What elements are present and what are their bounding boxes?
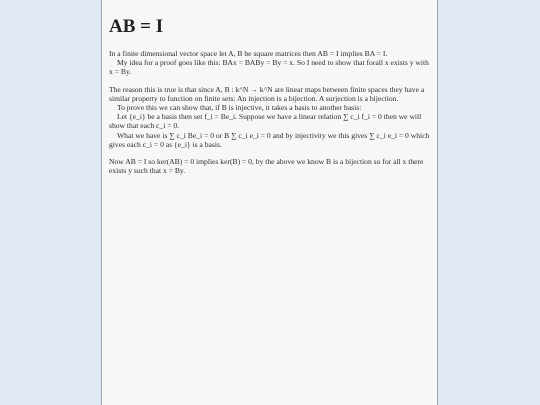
paragraph-5: Let {e_i} be a basis then set f_i = Be_i. Suppose we have a linear relation ∑ c_i f_i = 0 then we will show that each c_i = 0. [109,112,422,131]
paragraph-7: Now AB = I so ker(AB) = 0 implies ker(B) = 0, by the above we know B is a bijection so for all x there exists y such that x = By. [109,157,424,176]
paragraph-2: My idea for a proof goes like this: BAx = BABy = By = x. So I need to show that forall x exists y with x = By. [109,58,429,77]
paragraph-1: In a finite dimensional vector space let A, B be square matrices then AB = I implies BA = I. [109,49,388,58]
paragraph-6: What we have is ∑ c_i Be_i = 0 or B ∑ c_i e_i = 0 and by injectivity we this gives ∑ c_i e_i = 0 which gives each c_i = 0 as {e_i} is a basis. [109,130,430,149]
document-content [109,16,434,175]
paragraph-gap [109,149,434,157]
paragraph-3: The reason this is true is that since A, B : k^N → k^N are linear maps between finite spaces they have a similar property to function on finite sets: An injection is a bijection. A surjection is a bijection. [109,84,425,103]
page-title: AB = I [109,16,164,37]
paragraph-4: To prove this we can show that, if B is injective, it takes a basis to another basis: [117,103,362,113]
document-page [101,0,438,405]
paragraph-gap [109,77,434,85]
